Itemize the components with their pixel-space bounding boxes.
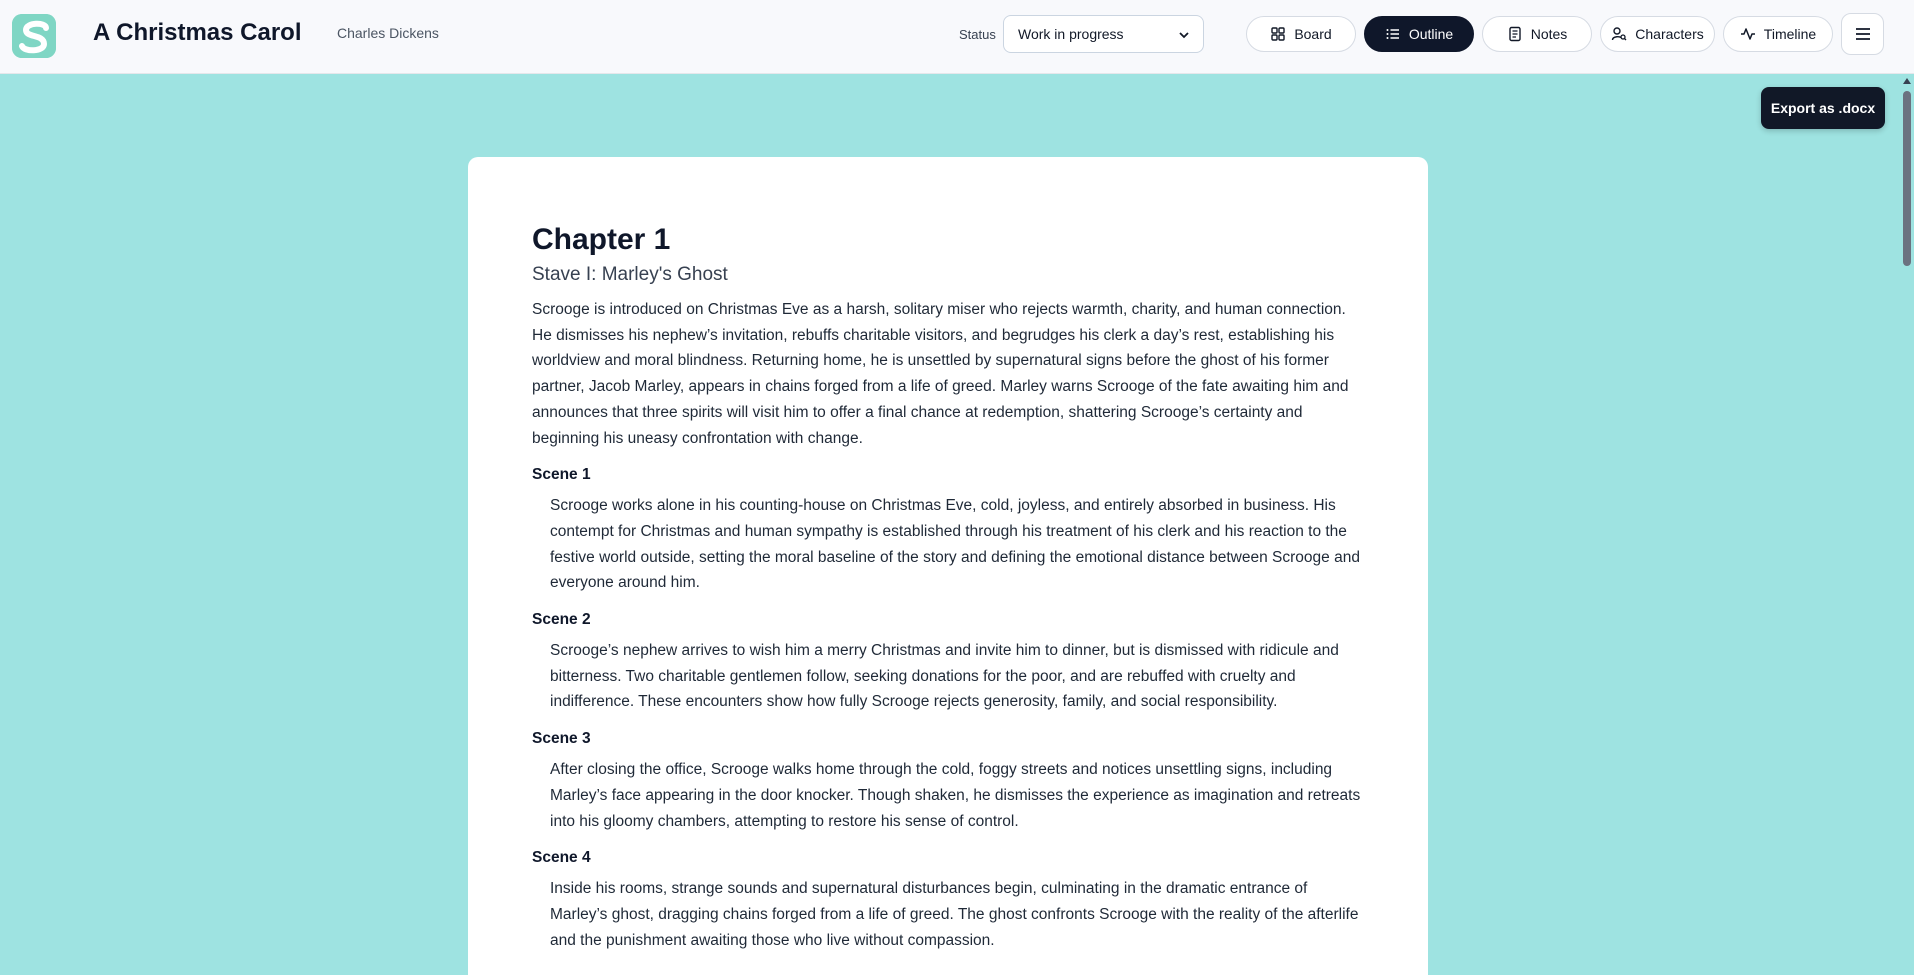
scrollbar-thumb[interactable] [1903,91,1911,266]
scene-title: Scene 4 [532,849,591,867]
top-bar [0,0,1914,74]
status-value: Work in progress [1018,26,1124,42]
outline-document [468,157,1428,975]
tab-outline-label: Outline [1408,26,1454,42]
scene-title: Scene 2 [532,611,591,629]
scene-text: Scrooge works alone in his counting-house on Christmas Eve, cold, joyless, and entirely absorbed in business. His contempt for Christmas and human sympathy is established through his treatment of his clerk and his reaction to the festive world outside, setting the moral baseline of the story and defining the emotional distance between Scrooge and everyone around him. [550,497,1360,592]
scene-text: Inside his rooms, strange sounds and supernatural disturbances begin, culminating in the dramatic entrance of Marley’s ghost, dragging chains forged from a life of greed. The ghost confronts Scrooge with the reality of the afterlife and the punishment awaiting those who live without compassion. [550,880,1359,949]
tab-notes-label: Notes [1530,26,1568,42]
tab-board-label: Board [1294,26,1332,42]
tab-timeline-label: Timeline [1763,26,1817,42]
menu-button[interactable] [1841,13,1884,55]
scene-text: After closing the office, Scrooge walks home through the cold, foggy streets and notices unsettling signs, including Marley’s face appearing in the door knocker. Though shaken, he dismisses the experience as imagination and retreats into his gloomy chambers, attempting to restore his sense of control. [550,761,1361,830]
notes-icon [1507,26,1523,42]
status-dropdown[interactable] [1003,15,1204,53]
export-docx-button[interactable]: Export as .docx [1761,87,1885,129]
tab-outline[interactable] [1364,16,1474,52]
scene-title: Scene 1 [532,466,591,484]
tab-timeline[interactable] [1723,16,1833,52]
scene-text: Scrooge’s nephew arrives to wish him a merry Christmas and invite him to dinner, but is dismissed with ridicule and bitterness. Two charitable gentlemen follow, seeking donations for the poor, and are rebuffed with cruelty and indifference. These encounters show how fully Scrooge rejects generosity, family, and social responsibility. [550,642,1339,711]
tab-characters-label: Characters [1635,26,1704,42]
user-search-icon [1611,26,1627,42]
project-author: Charles Dickens [337,25,439,41]
activity-icon [1740,26,1756,42]
chapter-title: Chapter 1 [532,223,671,256]
board-grid-icon [1270,26,1286,42]
app-logo-icon[interactable] [12,14,56,58]
chapter-subtitle: Stave I: Marley's Ghost [532,264,728,285]
chapter-summary: Scrooge is introduced on Christmas Eve as a harsh, solitary miser who rejects warmth, charity, and human connection. He dismisses his nephew’s invitation, rebuffs charitable visitors, and begrudges his clerk a day’s rest, establishing his worldview and moral blindness. Returning home, he is unsettled by supernatural signs before the ghost of his former partner, Jacob Marley, appears in chains forged from a life of greed. Marley warns Scrooge of the fate awaiting him and announces that three spirits will visit him to offer a final chance at redemption, shattering Scrooge’s certainty and beginning his uneasy confrontation with change. [532,301,1349,447]
list-icon [1385,26,1401,42]
scroll-up-icon[interactable] [1903,78,1911,84]
scrollbar[interactable] [1900,75,1914,975]
hamburger-icon [1854,25,1872,43]
status-label: Status [959,27,996,42]
tab-board[interactable] [1246,16,1356,52]
tab-notes[interactable] [1482,16,1592,52]
chevron-down-icon [1179,30,1189,40]
project-title: A Christmas Carol [93,19,302,46]
tab-characters[interactable] [1600,16,1715,52]
scene-title: Scene 3 [532,730,591,748]
